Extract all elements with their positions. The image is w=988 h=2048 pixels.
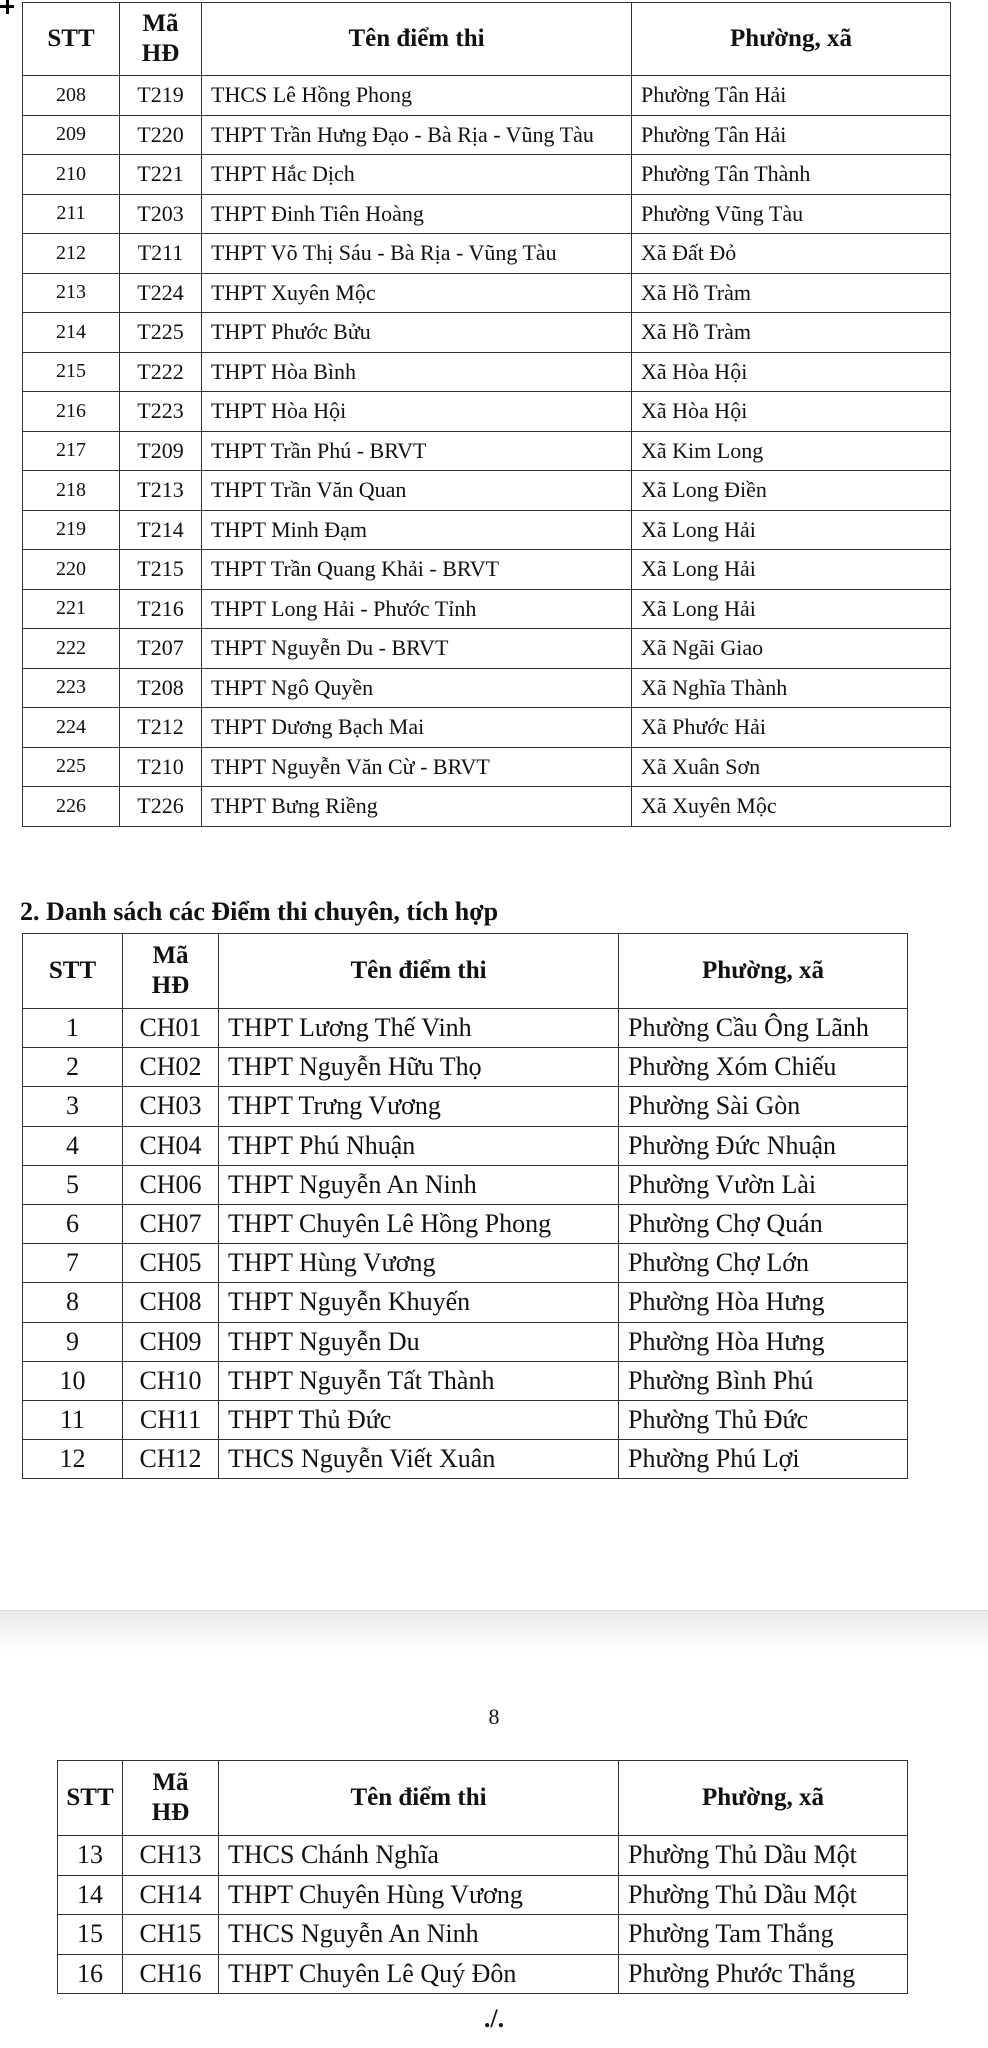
cell-stt: 8: [23, 1283, 123, 1322]
cell-ma-hd: CH08: [123, 1283, 219, 1322]
cell-phuong-xa: Phường Vườn Lài: [619, 1165, 908, 1204]
cell-stt: 16: [58, 1954, 123, 1994]
table-row: [23, 1440, 908, 1479]
cell-stt: 225: [23, 747, 120, 787]
header-ten-diem-thi: Tên điểm thi: [219, 1761, 619, 1836]
cell-phuong-xa: Phường Hòa Hưng: [619, 1322, 908, 1361]
cell-ten-diem-thi: THPT Hùng Vương: [219, 1244, 619, 1283]
table-row: [58, 1836, 908, 1876]
table-body: [23, 76, 951, 827]
table-row: [23, 1361, 908, 1400]
cell-ma-hd: T207: [120, 629, 202, 669]
cell-phuong-xa: Xã Long Hải: [632, 550, 951, 590]
cell-phuong-xa: Phường Chợ Lớn: [619, 1244, 908, 1283]
cell-ten-diem-thi: THPT Võ Thị Sáu - Bà Rịa - Vũng Tàu: [202, 234, 632, 274]
cell-ma-hd: CH06: [123, 1165, 219, 1204]
cell-ten-diem-thi: THPT Chuyên Lê Quý Đôn: [219, 1954, 619, 1994]
cell-ma-hd: T216: [120, 589, 202, 629]
cell-ten-diem-thi: THCS Nguyễn Viết Xuân: [219, 1440, 619, 1479]
cell-ten-diem-thi: THPT Đinh Tiên Hoàng: [202, 194, 632, 234]
table-row: [23, 1400, 908, 1439]
cell-stt: 12: [23, 1440, 123, 1479]
cell-ten-diem-thi: THPT Long Hải - Phước Tỉnh: [202, 589, 632, 629]
table-row: [23, 313, 951, 353]
cell-ten-diem-thi: THPT Hòa Hội: [202, 392, 632, 432]
cell-ten-diem-thi: THPT Nguyễn Du: [219, 1322, 619, 1361]
cell-ma-hd: CH02: [123, 1048, 219, 1087]
cell-ten-diem-thi: THPT Nguyễn Hữu Thọ: [219, 1048, 619, 1087]
cell-ten-diem-thi: THCS Lê Hồng Phong: [202, 76, 632, 116]
table-header-row: [23, 934, 908, 1009]
table-row: [58, 1915, 908, 1955]
cell-phuong-xa: Phường Chợ Quán: [619, 1204, 908, 1243]
cell-ma-hd: CH16: [123, 1954, 219, 1994]
cell-phuong-xa: Xã Ngãi Giao: [632, 629, 951, 669]
cell-stt: 222: [23, 629, 120, 669]
cell-ten-diem-thi: THPT Trần Hưng Đạo - Bà Rịa - Vũng Tàu: [202, 115, 632, 155]
cell-ten-diem-thi: THCS Nguyễn An Ninh: [219, 1915, 619, 1955]
cell-stt: 11: [23, 1400, 123, 1439]
table-row: [23, 787, 951, 827]
cell-ma-hd: T203: [120, 194, 202, 234]
header-ten-diem-thi: Tên điểm thi: [219, 934, 619, 1009]
cell-phuong-xa: Xã Xuyên Mộc: [632, 787, 951, 827]
cell-phuong-xa: Phường Vũng Tàu: [632, 194, 951, 234]
cell-stt: 226: [23, 787, 120, 827]
cell-stt: 208: [23, 76, 120, 116]
end-mark: ./.: [483, 2004, 505, 2033]
cell-ma-hd: T210: [120, 747, 202, 787]
cell-ten-diem-thi: THPT Chuyên Lê Hồng Phong: [219, 1204, 619, 1243]
cell-phuong-xa: Xã Hồ Tràm: [632, 313, 951, 353]
header-stt: STT: [23, 934, 123, 1009]
cell-ma-hd: T222: [120, 352, 202, 392]
table-row: [23, 668, 951, 708]
table-row: [23, 747, 951, 787]
cell-stt: 13: [58, 1836, 123, 1876]
table-row: [23, 194, 951, 234]
cell-stt: 218: [23, 471, 120, 511]
cell-ma-hd: T225: [120, 313, 202, 353]
header-phuong-xa: Phường, xã: [619, 1761, 908, 1836]
cell-stt: 2: [23, 1048, 123, 1087]
table-row: [23, 550, 951, 590]
cell-ma-hd: CH07: [123, 1204, 219, 1243]
cell-stt: 224: [23, 708, 120, 748]
cell-ma-hd: CH10: [123, 1361, 219, 1400]
page-break: [0, 1610, 988, 1651]
cell-ten-diem-thi: THPT Dương Bạch Mai: [202, 708, 632, 748]
cell-ten-diem-thi: THPT Nguyễn Khuyến: [219, 1283, 619, 1322]
exam-sites-table-1: [22, 2, 951, 827]
cell-ma-hd: T215: [120, 550, 202, 590]
cell-ten-diem-thi: THPT Thủ Đức: [219, 1400, 619, 1439]
cell-stt: 214: [23, 313, 120, 353]
cell-ten-diem-thi: THPT Bưng Riềng: [202, 787, 632, 827]
specialized-sites-table: [22, 933, 908, 1479]
table-row: [58, 1954, 908, 1994]
cell-ma-hd: T219: [120, 76, 202, 116]
table-row: [23, 1087, 908, 1126]
table-body: [58, 1836, 908, 1994]
cell-ma-hd: CH13: [123, 1836, 219, 1876]
cell-stt: 220: [23, 550, 120, 590]
cell-stt: 217: [23, 431, 120, 471]
cell-phuong-xa: Phường Tân Thành: [632, 155, 951, 195]
table-row: [23, 589, 951, 629]
table-row: [23, 431, 951, 471]
table-row: [23, 392, 951, 432]
header-phuong-xa: Phường, xã: [632, 3, 951, 76]
header-ma-hd: Mã HĐ: [123, 1761, 219, 1836]
cell-stt: 213: [23, 273, 120, 313]
cell-phuong-xa: Xã Long Hải: [632, 510, 951, 550]
cell-ma-hd: T224: [120, 273, 202, 313]
cell-ten-diem-thi: THPT Chuyên Hùng Vương: [219, 1875, 619, 1915]
header-stt: STT: [58, 1761, 123, 1836]
cell-phuong-xa: Xã Long Hải: [632, 589, 951, 629]
cell-stt: 4: [23, 1126, 123, 1165]
cell-phuong-xa: Phường Đức Nhuận: [619, 1126, 908, 1165]
page-number: 8: [488, 1704, 500, 1729]
table-header-row: [23, 3, 951, 76]
cell-ten-diem-thi: THPT Trần Quang Khải - BRVT: [202, 550, 632, 590]
cell-phuong-xa: Phường Thủ Dầu Một: [619, 1836, 908, 1876]
cell-phuong-xa: Phường Cầu Ông Lãnh: [619, 1009, 908, 1048]
cell-stt: 223: [23, 668, 120, 708]
cell-phuong-xa: Phường Bình Phú: [619, 1361, 908, 1400]
cell-stt: 212: [23, 234, 120, 274]
cell-ten-diem-thi: THPT Nguyễn Tất Thành: [219, 1361, 619, 1400]
cell-stt: 209: [23, 115, 120, 155]
cell-ma-hd: T213: [120, 471, 202, 511]
table-row: [23, 273, 951, 313]
specialized-sites-table-continued: [57, 1760, 908, 1994]
cell-phuong-xa: Phường Thủ Dầu Một: [619, 1875, 908, 1915]
table-row: [23, 1204, 908, 1243]
header-ma-hd: Mã HĐ: [120, 3, 202, 76]
header-ma-hd: Mã HĐ: [123, 934, 219, 1009]
cell-phuong-xa: Phường Phú Lợi: [619, 1440, 908, 1479]
cell-phuong-xa: Xã Phước Hải: [632, 708, 951, 748]
table-row: [23, 76, 951, 116]
cell-stt: 10: [23, 1361, 123, 1400]
cell-phuong-xa: Phường Tam Thắng: [619, 1915, 908, 1955]
cell-stt: 221: [23, 589, 120, 629]
cell-ma-hd: CH03: [123, 1087, 219, 1126]
cell-ma-hd: T214: [120, 510, 202, 550]
cell-phuong-xa: Xã Đất Đỏ: [632, 234, 951, 274]
cell-phuong-xa: Xã Kim Long: [632, 431, 951, 471]
table-row: [23, 1126, 908, 1165]
cell-stt: 211: [23, 194, 120, 234]
cell-ten-diem-thi: THPT Nguyễn Du - BRVT: [202, 629, 632, 669]
cell-stt: 1: [23, 1009, 123, 1048]
table-row: [58, 1875, 908, 1915]
cell-phuong-xa: Phường Tân Hải: [632, 76, 951, 116]
cell-ten-diem-thi: THPT Xuyên Mộc: [202, 273, 632, 313]
cell-stt: 219: [23, 510, 120, 550]
cell-stt: 9: [23, 1322, 123, 1361]
cell-stt: 7: [23, 1244, 123, 1283]
table-row: [23, 115, 951, 155]
table-row: [23, 708, 951, 748]
cell-stt: 3: [23, 1087, 123, 1126]
section-heading: 2. Danh sách các Điểm thi chuyên, tích hợp: [20, 897, 499, 926]
cell-ma-hd: CH12: [123, 1440, 219, 1479]
table-row: [23, 155, 951, 195]
table-body: [23, 1009, 908, 1479]
cell-phuong-xa: Phường Tân Hải: [632, 115, 951, 155]
header-ten-diem-thi: Tên điểm thi: [202, 3, 632, 76]
cell-phuong-xa: Phường Phước Thắng: [619, 1954, 908, 1994]
cell-ma-hd: CH15: [123, 1915, 219, 1955]
cell-ten-diem-thi: THPT Nguyễn An Ninh: [219, 1165, 619, 1204]
table-header-row: [58, 1761, 908, 1836]
cell-ten-diem-thi: THCS Chánh Nghĩa: [219, 1836, 619, 1876]
plus-icon: [0, 0, 14, 14]
cell-ten-diem-thi: THPT Hắc Dịch: [202, 155, 632, 195]
cell-stt: 6: [23, 1204, 123, 1243]
cell-stt: 5: [23, 1165, 123, 1204]
cell-ma-hd: T212: [120, 708, 202, 748]
table-row: [23, 352, 951, 392]
cell-ten-diem-thi: THPT Hòa Bình: [202, 352, 632, 392]
cell-phuong-xa: Phường Sài Gòn: [619, 1087, 908, 1126]
cell-phuong-xa: Phường Xóm Chiếu: [619, 1048, 908, 1087]
cell-phuong-xa: Xã Xuân Sơn: [632, 747, 951, 787]
table-row: [23, 1009, 908, 1048]
cell-ma-hd: CH14: [123, 1875, 219, 1915]
cell-ma-hd: T220: [120, 115, 202, 155]
table-row: [23, 1165, 908, 1204]
cell-phuong-xa: Xã Nghĩa Thành: [632, 668, 951, 708]
cell-ma-hd: CH04: [123, 1126, 219, 1165]
cell-phuong-xa: Xã Long Điền: [632, 471, 951, 511]
cell-stt: 210: [23, 155, 120, 195]
table-row: [23, 1283, 908, 1322]
table-row: [23, 510, 951, 550]
cell-phuong-xa: Xã Hồ Tràm: [632, 273, 951, 313]
cell-phuong-xa: Phường Hòa Hưng: [619, 1283, 908, 1322]
cell-stt: 14: [58, 1875, 123, 1915]
cell-ma-hd: T211: [120, 234, 202, 274]
cell-stt: 216: [23, 392, 120, 432]
cell-ten-diem-thi: THPT Trưng Vương: [219, 1087, 619, 1126]
cell-ma-hd: T223: [120, 392, 202, 432]
header-phuong-xa: Phường, xã: [619, 934, 908, 1009]
cell-ma-hd: CH01: [123, 1009, 219, 1048]
cell-ma-hd: T208: [120, 668, 202, 708]
cell-phuong-xa: Xã Hòa Hội: [632, 392, 951, 432]
cell-ten-diem-thi: THPT Minh Đạm: [202, 510, 632, 550]
cell-ten-diem-thi: THPT Nguyễn Văn Cừ - BRVT: [202, 747, 632, 787]
cell-ma-hd: T209: [120, 431, 202, 471]
cell-ten-diem-thi: THPT Phú Nhuận: [219, 1126, 619, 1165]
header-stt: STT: [23, 3, 120, 76]
table-row: [23, 629, 951, 669]
cell-ma-hd: CH11: [123, 1400, 219, 1439]
table-row: [23, 1244, 908, 1283]
cell-ten-diem-thi: THPT Trần Văn Quan: [202, 471, 632, 511]
cell-stt: 15: [58, 1915, 123, 1955]
cell-ma-hd: CH05: [123, 1244, 219, 1283]
cell-ten-diem-thi: THPT Lương Thế Vinh: [219, 1009, 619, 1048]
cell-ten-diem-thi: THPT Ngô Quyền: [202, 668, 632, 708]
cell-phuong-xa: Phường Thủ Đức: [619, 1400, 908, 1439]
cell-ten-diem-thi: THPT Trần Phú - BRVT: [202, 431, 632, 471]
table-row: [23, 471, 951, 511]
table-row: [23, 1048, 908, 1087]
cell-stt: 215: [23, 352, 120, 392]
cell-phuong-xa: Xã Hòa Hội: [632, 352, 951, 392]
cell-ten-diem-thi: THPT Phước Bửu: [202, 313, 632, 353]
cell-ma-hd: T221: [120, 155, 202, 195]
table-row: [23, 1322, 908, 1361]
cell-ma-hd: T226: [120, 787, 202, 827]
table-row: [23, 234, 951, 274]
cell-ma-hd: CH09: [123, 1322, 219, 1361]
